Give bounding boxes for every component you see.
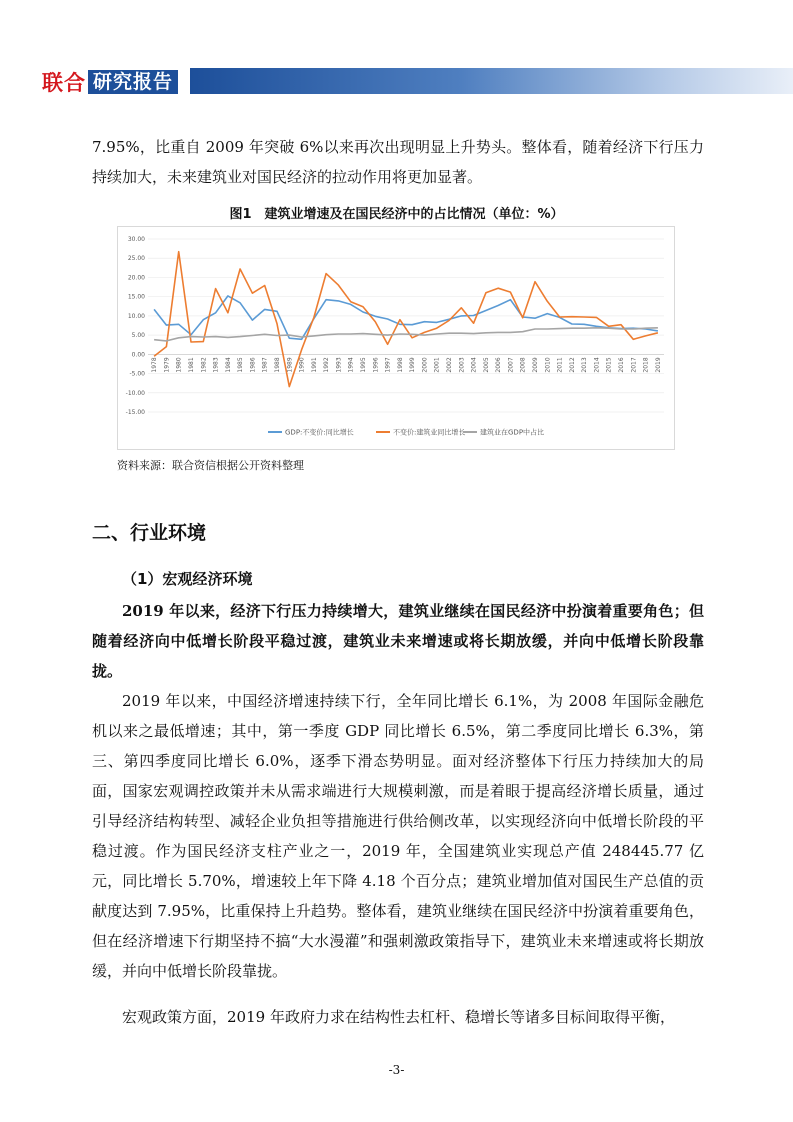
x-tick-label: 2017 <box>630 357 638 373</box>
x-tick-label: 1997 <box>384 357 392 373</box>
x-tick-label: 2009 <box>532 357 539 373</box>
x-tick-label: 2006 <box>495 357 503 373</box>
y-tick-label: 30.00 <box>127 236 145 243</box>
x-tick-label: 2016 <box>618 357 625 373</box>
x-tick-label: 2011 <box>556 357 564 373</box>
report-header <box>0 66 793 98</box>
lead-paragraph: 2019 年以来，经济下行压力持续增大，建筑业继续在国民经济中扮演着重要角色；但随着经济向中低增长阶段平稳过渡，建筑业未来增速或将长期放缓，并向中低增长阶段靠拢。 <box>92 602 704 680</box>
x-tick-label: 2014 <box>593 357 601 373</box>
y-tick-label: -10.00 <box>125 389 145 397</box>
header-gradient-band <box>190 68 793 94</box>
chart-svg <box>118 227 674 449</box>
page-number: -3- <box>388 1063 405 1077</box>
x-tick-label: 1992 <box>323 357 331 373</box>
x-tick-label: 2010 <box>544 357 552 373</box>
x-tick-label: 1995 <box>360 357 367 373</box>
legend-label: 不变价:建筑业同比增长 <box>393 428 466 437</box>
y-tick-label: 0.00 <box>131 351 145 359</box>
x-tick-label: 1980 <box>175 357 183 373</box>
subsection-heading: （1）宏观经济环境 <box>122 570 253 588</box>
x-tick-label: 1985 <box>237 357 245 373</box>
x-tick-label: 2018 <box>642 357 650 373</box>
x-tick-label: 2001 <box>433 357 441 373</box>
x-tick-label: 2004 <box>470 357 478 373</box>
x-tick-label: 1990 <box>298 357 306 373</box>
x-tick-label: 2002 <box>446 357 453 373</box>
legend-label: 建筑业在GDP中占比 <box>480 428 545 437</box>
brand-box-text: 研究报告 <box>88 70 178 94</box>
x-tick-label: 1984 <box>224 357 232 373</box>
brand-logo <box>42 68 178 96</box>
x-tick-label: 2015 <box>605 357 613 373</box>
x-tick-label: 1981 <box>188 357 195 373</box>
x-tick-label: 1989 <box>286 357 294 373</box>
x-tick-label: 1982 <box>200 357 208 373</box>
x-tick-label: 2019 <box>654 357 662 373</box>
x-tick-label: 1987 <box>261 357 269 373</box>
x-tick-label: 1983 <box>212 357 220 373</box>
x-tick-label: 1991 <box>310 357 318 373</box>
x-tick-label: 2005 <box>482 357 490 373</box>
x-tick-label: 1996 <box>372 357 380 373</box>
y-tick-label: 25.00 <box>127 255 145 263</box>
x-tick-label: 1994 <box>347 357 355 373</box>
x-tick-label: 2012 <box>568 357 576 373</box>
figure-source: 资料来源：联合资信根据公开资料整理 <box>117 459 304 472</box>
body-paragraph-2: 宏观政策方面，2019 年政府力求在结构性去杠杆、稳增长等诸多目标间取得平衡， <box>122 1008 675 1026</box>
y-tick-label: 10.00 <box>127 312 145 320</box>
intro-paragraph: 7.95%，比重自 2009 年突破 6%以来再次出现明显上升势头。整体看，随着经济下行压力持续加大，未来建筑业对国民经济的拉动作用将更加显著。 <box>92 138 704 186</box>
x-tick-label: 1993 <box>335 357 343 373</box>
x-tick-label: 2008 <box>519 357 527 373</box>
x-tick-label: 2013 <box>581 357 589 373</box>
brand-red-text: 联合 <box>42 71 86 95</box>
x-tick-label: 1988 <box>274 357 281 373</box>
x-tick-label: 1978 <box>151 357 159 373</box>
body-paragraph-1: 2019 年以来，中国经济增速持续下行，全年同比增长 6.1%，为 2008 年国际金融危机以来之最低增速；其中，第一季度 GDP 同比增长 6.5%，第二季度同比增长 6.3%，第三、第四季度同比增长 6.0%，逐季下滑态势明显。面对经济整体下行压力持续加大的局面，国家宏观调控政策并未从需求端进行大规模刺激，而是着眼于提高经济增长质量，通过引导经济结构转型、减轻企业负担等措施进行供给侧改革，以实现经济向中低增长阶段的平稳过渡。作为国民经济支柱产业之一，2019 年，全国建筑业实现总产值 248445.77 亿元，同比增长 5.70%，增速较上年下降 4.18 个百分点；建筑业增加值对国民生产总值的贡献度达到 7.95%，比重保持上升趋势。整体看，建筑业继续在国民经济中扮演着重要角色，但在经济增速下行期坚持不搞“大水漫灌”和强刺激政策指导下，建筑业未来增速或将长期放缓，并向中低增长阶段靠拢。 <box>92 692 704 980</box>
x-tick-label: 2003 <box>458 357 466 373</box>
y-tick-label: 5.00 <box>131 332 145 340</box>
x-tick-label: 1999 <box>409 357 417 373</box>
legend-label: GDP:不变价:同比增长 <box>285 428 354 437</box>
x-tick-label: 1986 <box>249 357 257 373</box>
x-tick-label: 2007 <box>507 357 515 373</box>
y-tick-label: 15.00 <box>127 293 145 301</box>
x-tick-label: 2000 <box>421 357 429 373</box>
y-tick-label: 20.00 <box>127 274 145 282</box>
figure-title: 图1 建筑业增速及在国民经济中的占比情况（单位：%） <box>229 207 564 222</box>
y-tick-label: -5.00 <box>129 370 145 378</box>
section-heading: 二、行业环境 <box>92 522 207 544</box>
x-tick-label: 1998 <box>396 357 404 373</box>
x-tick-label: 1979 <box>163 357 171 373</box>
y-tick-label: -15.00 <box>125 409 145 416</box>
line-chart <box>117 226 675 450</box>
